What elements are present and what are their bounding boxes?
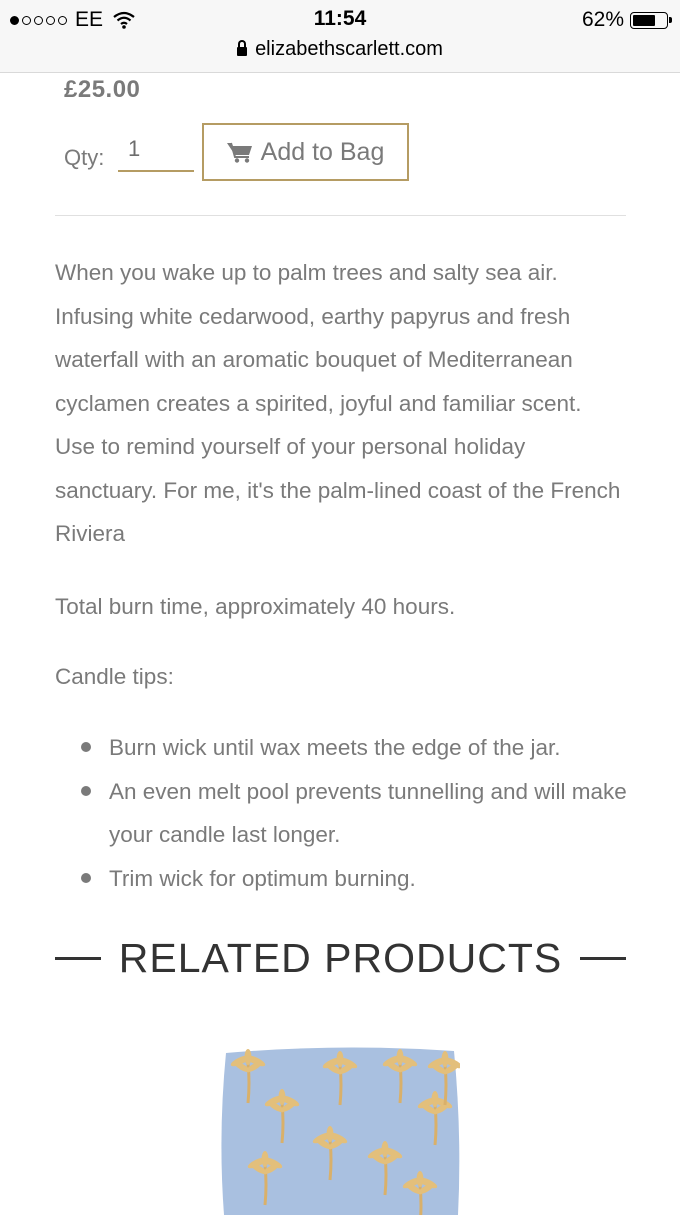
lock-icon — [237, 47, 247, 56]
ios-status-bar — [0, 0, 680, 73]
product-price: £25.00 — [64, 76, 141, 103]
candle-tips-title: Candle tips: — [55, 664, 174, 689]
carrier-name: EE — [75, 8, 104, 31]
battery-icon — [630, 12, 668, 29]
clock: 11:54 — [313, 7, 367, 30]
related-products-heading — [55, 928, 626, 988]
product-description: When you wake up to palm trees and salty sea air. Infusing white cedarwood, earthy papyrus and fresh waterfall with an aromatic bouquet of Mediterranean cyclamen creates a spirited, joyful and familiar scent. Use to remind yourself of your personal holiday sanctuary. For me, it's the palm-lined coast of the French Riviera — [55, 260, 621, 546]
related-products-title: RELATED PRODUCTS — [118, 934, 563, 981]
battery-percent: 62% — [581, 8, 624, 31]
url-text: elizabethscarlett.com — [255, 38, 443, 60]
add-to-bag-label: Add to Bag — [260, 137, 385, 166]
related-product-image[interactable] — [220, 1045, 460, 1215]
qty-label: Qty: — [64, 145, 105, 170]
battery-status — [582, 8, 668, 32]
divider — [55, 215, 626, 216]
candle-tips-list — [55, 726, 630, 900]
address-bar[interactable] — [0, 38, 680, 61]
heading-rule-left — [55, 957, 101, 960]
list-item: Burn wick until wax meets the edge of the jar. — [55, 726, 630, 770]
heading-rule-right — [580, 957, 626, 960]
burn-time: Total burn time, approximately 40 hours. — [55, 594, 456, 619]
cart-icon — [227, 141, 253, 163]
add-to-bag-button[interactable] — [202, 123, 409, 181]
quantity-input[interactable] — [118, 128, 194, 172]
list-item: Trim wick for optimum burning. — [55, 857, 630, 901]
list-item: An even melt pool prevents tunnelling and will make your candle last longer. — [55, 770, 630, 857]
